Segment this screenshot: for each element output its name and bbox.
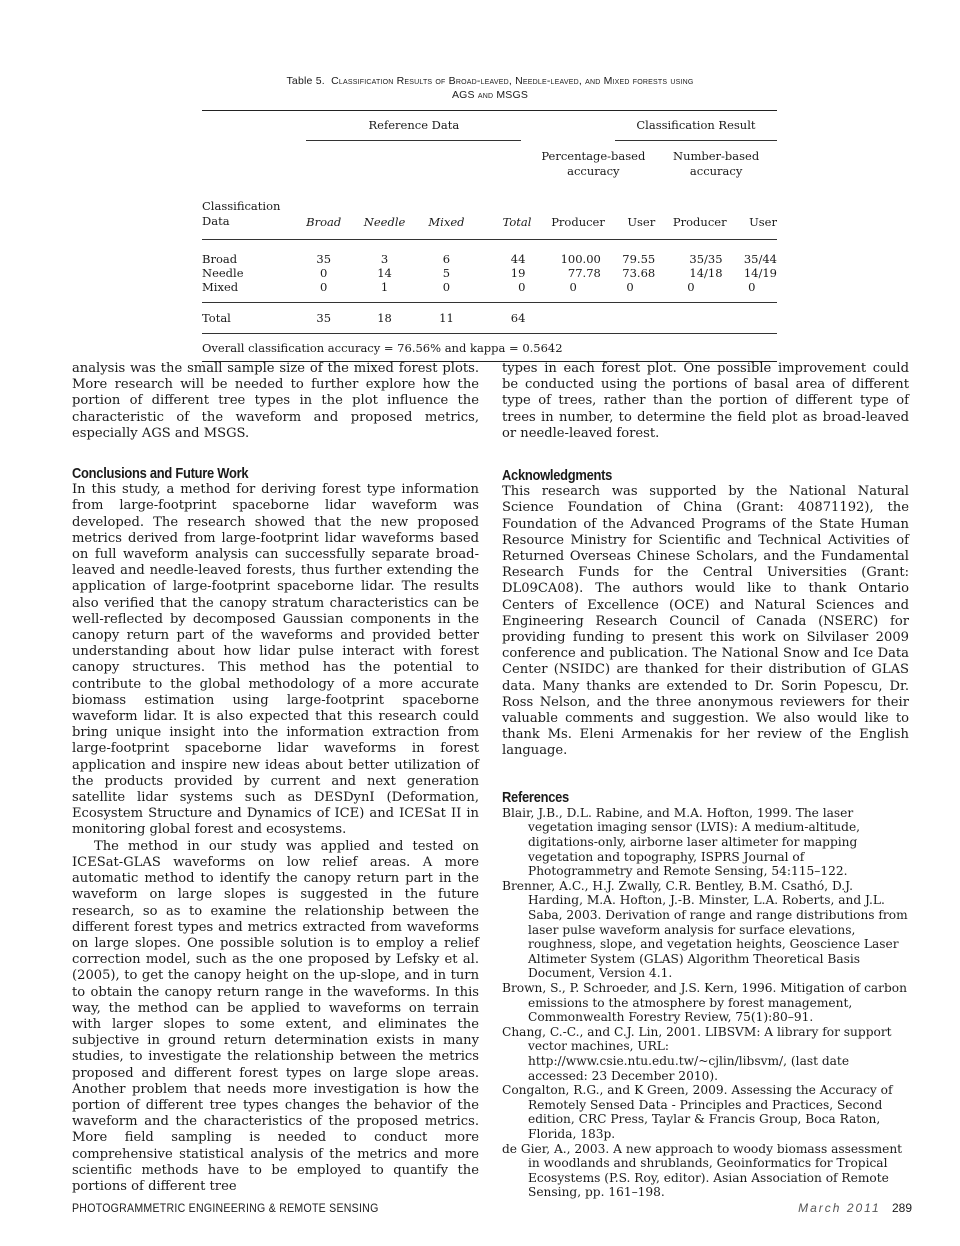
total-cell: 18 (377, 311, 392, 325)
conclusions-paragraph-2: The method in our study was applied and tested on ICESat-GLAS waveforms on low relief areas. A more automatic method to identify the canopy return part in the waveform on large slopes is suggested in the future research, so as to examine the relationship between the different forest types and metrics extracted from waveforms on large slopes. One possible solution is to employ a relief correction model, such as the one proposed by Lefsky et al. (2005), to get the canopy height on the up-slope, and in turn to obtain the canopy return range in the waveforms. In this way, the method can be applied to waveforms on terrain with larger slopes to some extent, and eliminates the subjective in ground return determination exists in many studies, to investigate the relationship between the metrics proposed and different forest types on large slope areas. Another problem that needs more investigation is how the portion of different tree types changes the behavior of the waveform and the characteristics of the proposed metrics. More field sampling is needed to conduct more comprehensive statistical analysis of the metrics and more scientific methods have to be employed to quantify the portions of different tree (72, 838, 479, 1194)
subgroup-percentage: Percentage-based accuracy (541, 149, 646, 178)
table-cell: 0 (518, 280, 526, 294)
table-cell: 19 (510, 266, 526, 280)
reference-list (502, 806, 909, 1200)
table-caption-label: Table 5. (286, 75, 325, 87)
table-cell: 35/44 (743, 252, 777, 266)
total-label: Total (202, 311, 231, 325)
reference-item: Chang, C.-C., and C.J. Lin, 2001. LIBSVM: A library for support vector machines, URL: http://www.csie.ntu.edu.tw/~cjlin/libsvm/, (last date accessed: 23 December 2010). (502, 1024, 892, 1083)
col-header: Producer (551, 215, 605, 229)
table-cell: 1 (380, 280, 389, 294)
table-caption (200, 74, 780, 102)
table-row (202, 280, 777, 303)
table-cell: 73.68 (622, 266, 656, 280)
table-cell: 0 (687, 280, 695, 294)
table-cell: 5 (442, 266, 451, 280)
row-header: Classification Data (202, 199, 281, 228)
group-reference-label: Reference Data (306, 118, 521, 141)
row-label: Needle (202, 266, 244, 280)
page-footer-right (798, 1201, 912, 1215)
table-cell: 79.55 (622, 252, 656, 266)
table-cell: 0 (320, 280, 328, 294)
subgroup-number: Number-based accuracy (673, 149, 760, 178)
table-cell: 6 (442, 252, 451, 266)
col-header: Broad (306, 215, 342, 229)
acknowledgments-paragraph: This research was supported by the National Natural Science Foundation of China (Grant: 40871192), the Foundation of the Advanced Programs of the State Human Resource Ministry for Scientific and Technical Activities of Returned Overseas Chinese Scholars, and the Fundamental Research Funds for the Central Universities (Grant: DL09CA08). The authors would like to thank Ontario Centers of Excellence (OCE) and Natural Sciences and Engineering Research Council of Canada (NSERC) for providing funding to present this work on Silvilaser 2009 conference and publication. The National Snow and Ice Data Center (NSIDC) are thanked for their distribution of GLAS data. Many thanks are extended to Dr. Sorin Popescu, Dr. Ross Nelson, and the three anonymous reviewers for their valuable comments and suggestion. We also would like to thank Ms. Eleni Armenakis for her review of the English language. (502, 484, 909, 759)
table-cell: 0 (442, 280, 451, 294)
right-column (502, 361, 909, 1200)
right-intro-paragraph: types in each forest plot. One possible improvement could be conducted using the portions of basal area of different type of trees, rather than the portion of different type of trees in number, to determine the field plot as broad-leaved or needle-leaved forest. (502, 361, 909, 441)
table-cell: 100.00 (560, 252, 601, 266)
table-cell: 14 (377, 266, 392, 280)
col-header: User (627, 215, 656, 229)
table-caption-line1: Classification Results of Broad-leaved, Needle-leaved, and Mixed forests using (331, 75, 694, 87)
table-cell: 14/19 (743, 266, 777, 280)
reference-item: Congalton, R.G., and K Green, 2009. Assessing the Accuracy of Remotely Sensed Data - Principles and Practices, Second edition, CRC Press, Taylar & Francis Group, Boca Raton, Florida, 183p. (502, 1083, 893, 1141)
table-cell: 77.78 (567, 266, 601, 280)
conclusions-paragraph-1: In this study, a method for deriving forest type information from large-footprint spaceborne lidar waveform was developed. The research showed that the new proposed metrics derived from large-footprint lidar waveforms based on full waveform analysis can successfully separate broad-leaved and needle-leaved forests, thus further extending the application of large-footprint spaceborne lidar. The results also verified that the canopy stratum characteristics can be well-reflected by decomposed Gaussian components in the canopy return part of the waveforms and provided better understanding about how lidar pulse interact with forest canopy structures. This method has the potential to contribute to the global methodology of a more accurate biomass estimation using large-footprint spaceborne waveform lidar. It is also expected that this research could bring unique insight into the information extraction from large-footprint spaceborne lidar waveforms in forest application and inspire new ideas about better utilization of the products provided by current and next generation satellite lidar systems such as DESDynI (Deformation, Ecosystem Structure and Dynamics of ICE) and ICESat II in monitoring global forest and ecosystems. (72, 482, 479, 838)
reference-item: Blair, J.B., D.L. Rabine, and M.A. Hofton, 1999. The laser vegetation imaging sensor (LVIS): A medium-altitude, digitations-only, airborne laser altimeter for mapping vegetation and topography, ISPRS Journal of Photogrammetry and Remote Sensing, 54:115–122. (502, 805, 861, 879)
table-cell: 3 (380, 252, 389, 266)
table-row (202, 266, 777, 280)
table-cell: 35 (316, 252, 332, 266)
page-number: 289 (891, 1201, 912, 1215)
table-cell: 0 (569, 280, 577, 294)
table-cell: 35/35 (689, 252, 723, 266)
table-row (202, 240, 777, 267)
classification-table (202, 110, 777, 362)
total-cell: 11 (439, 311, 454, 325)
overall-accuracy: Overall classification accuracy = 76.56% and kappa = 0.5642 (202, 341, 563, 355)
reference-item: de Gier, A., 2003. A new approach to woody biomass assessment in woodlands and shrublands, Geoinformatics for Tropical Ecosystems (P.S. Roy, editor). Asian Association of Remote Sensing, pp. 161–198. (502, 1141, 903, 1200)
table-cell: 0 (320, 266, 328, 280)
total-cell: 64 (510, 311, 526, 325)
table-cell: 44 (510, 252, 526, 266)
table-cell: 0 (748, 280, 756, 294)
table-cell: 14/18 (689, 266, 723, 280)
reference-item: Brown, S., P. Schroeder, and J.S. Kern, 1996. Mitigation of carbon emissions to the atmosphere by forest management, Commonwealth Forestry Review, 75(1):80–91. (502, 981, 907, 1025)
issue-date: March 2011 (798, 1201, 881, 1215)
acknowledgments-heading: Acknowledgments (502, 467, 613, 485)
col-header: Producer (672, 215, 727, 229)
conclusions-heading: Conclusions and Future Work (72, 465, 249, 483)
table-cell: 0 (626, 280, 634, 294)
col-header: User (749, 215, 777, 229)
col-header: Mixed (428, 215, 465, 229)
col-header: Needle (363, 215, 406, 229)
journal-name: PHOTOGRAMMETRIC ENGINEERING & REMOTE SENSING (72, 1201, 379, 1215)
left-intro-paragraph: analysis was the small sample size of the mixed forest plots. More research will be needed to further explore how the portion of different tree types in the plot influence the characteristic of the waveform and proposed metrics, especially AGS and MSGS. (72, 361, 479, 441)
reference-item: Brenner, A.C., H.J. Zwally, C.R. Bentley, B.M. Csathó, D.J. Harding, M.A. Hofton, J.-B. Minster, L.A. Roberts, and J.L. Saba, 2003. Derivation of range and range distributions from laser pulse waveform analysis for surface elevations, roughness, slope, and vegetation heights, Geoscience Laser Altimeter System (GLAS) Algorithm Theoretical Basis Document, Version 4.1. (502, 878, 908, 981)
row-label: Broad (202, 252, 238, 266)
total-row (202, 303, 777, 334)
table-caption-line2: AGS and MSGS (451, 89, 529, 101)
references-heading: References (502, 788, 569, 806)
left-column (72, 361, 479, 1195)
row-label: Mixed (202, 280, 239, 294)
group-result-label: Classification Result (615, 118, 777, 141)
total-cell: 35 (316, 311, 332, 325)
col-header: Total (502, 215, 532, 229)
